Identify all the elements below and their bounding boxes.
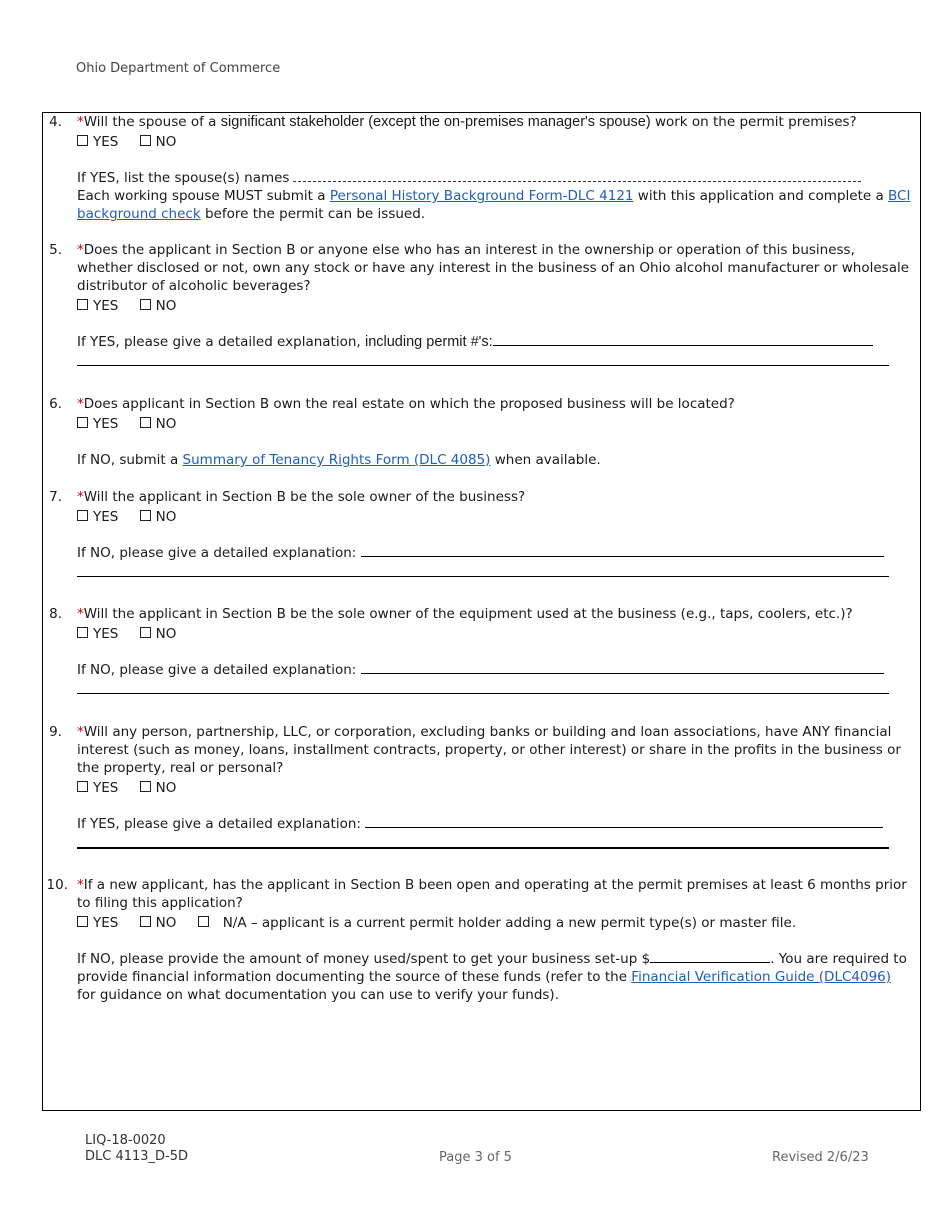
tenancy-rights-form-link[interactable]: Summary of Tenancy Rights Form (DLC 4085): [182, 452, 491, 468]
checkbox-icon[interactable]: [140, 135, 151, 146]
required-asterisk: *: [77, 242, 84, 258]
required-asterisk: *: [77, 606, 84, 622]
checkbox-icon[interactable]: [77, 627, 88, 638]
q4-yes-option[interactable]: YES: [77, 133, 118, 151]
checkbox-icon[interactable]: [198, 916, 209, 927]
q7-explanation-line-2[interactable]: [77, 576, 889, 577]
required-asterisk: *: [77, 114, 84, 130]
required-asterisk: *: [77, 877, 84, 893]
question-number: 4.: [49, 114, 62, 130]
question-number: 6.: [49, 396, 62, 412]
q5-yes-option[interactable]: YES: [77, 297, 118, 315]
checkbox-icon[interactable]: [140, 417, 151, 428]
form-identifier: LIQ-18-0020 DLC 4113_D-5D: [85, 1133, 189, 1164]
spouse-names-field[interactable]: [293, 181, 861, 182]
q5-explanation-field[interactable]: [493, 345, 873, 346]
q10-no-option[interactable]: NO: [140, 914, 177, 932]
required-asterisk: *: [77, 724, 84, 740]
q9-yes-option[interactable]: YES: [77, 779, 118, 797]
checkbox-icon[interactable]: [77, 916, 88, 927]
q8-no-option[interactable]: NO: [140, 625, 177, 643]
checkbox-icon[interactable]: [77, 417, 88, 428]
bci-background-check-link[interactable]: BCI background check: [77, 188, 911, 222]
q5-explanation-line-2[interactable]: [77, 365, 889, 366]
financial-verification-guide-link[interactable]: Financial Verification Guide (DLC4096): [631, 969, 892, 985]
checkbox-icon[interactable]: [77, 510, 88, 521]
q7-explanation-field[interactable]: [361, 556, 884, 557]
checkbox-icon[interactable]: [140, 510, 151, 521]
setup-amount-field[interactable]: [650, 962, 770, 963]
q8-explanation-line-2[interactable]: [77, 693, 889, 694]
checkbox-icon[interactable]: [140, 781, 151, 792]
checkbox-icon[interactable]: [140, 627, 151, 638]
question-number: 9.: [49, 724, 62, 740]
question-number: 10.: [46, 877, 68, 893]
q8-yes-option[interactable]: YES: [77, 625, 118, 643]
q10-na-option[interactable]: N/A – applicant is a current permit holder adding a new permit type(s) or master file.: [198, 914, 796, 932]
q8-explanation-field[interactable]: [361, 673, 884, 674]
q4-no-option[interactable]: NO: [140, 133, 177, 151]
required-asterisk: *: [77, 396, 84, 412]
question-number: 5.: [49, 242, 62, 258]
q5-no-option[interactable]: NO: [140, 297, 177, 315]
checkbox-icon[interactable]: [77, 781, 88, 792]
q7-no-option[interactable]: NO: [140, 508, 177, 526]
revision-date: Revised 2/6/23: [772, 1150, 869, 1165]
personal-history-form-link[interactable]: Personal History Background Form-DLC 4121: [329, 188, 634, 204]
q9-no-option[interactable]: NO: [140, 779, 177, 797]
q9-explanation-line-2[interactable]: [77, 847, 889, 849]
required-asterisk: *: [77, 489, 84, 505]
page-number: Page 3 of 5: [439, 1150, 512, 1165]
question-number: 7.: [49, 489, 62, 505]
q9-explanation-field[interactable]: [365, 827, 883, 828]
q7-yes-option[interactable]: YES: [77, 508, 118, 526]
q6-no-option[interactable]: NO: [140, 415, 177, 433]
q10-yes-option[interactable]: YES: [77, 914, 118, 932]
checkbox-icon[interactable]: [77, 135, 88, 146]
checkbox-icon[interactable]: [140, 299, 151, 310]
q6-yes-option[interactable]: YES: [77, 415, 118, 433]
department-header: Ohio Department of Commerce: [76, 61, 281, 76]
question-number: 8.: [49, 606, 62, 622]
checkbox-icon[interactable]: [140, 916, 151, 927]
checkbox-icon[interactable]: [77, 299, 88, 310]
